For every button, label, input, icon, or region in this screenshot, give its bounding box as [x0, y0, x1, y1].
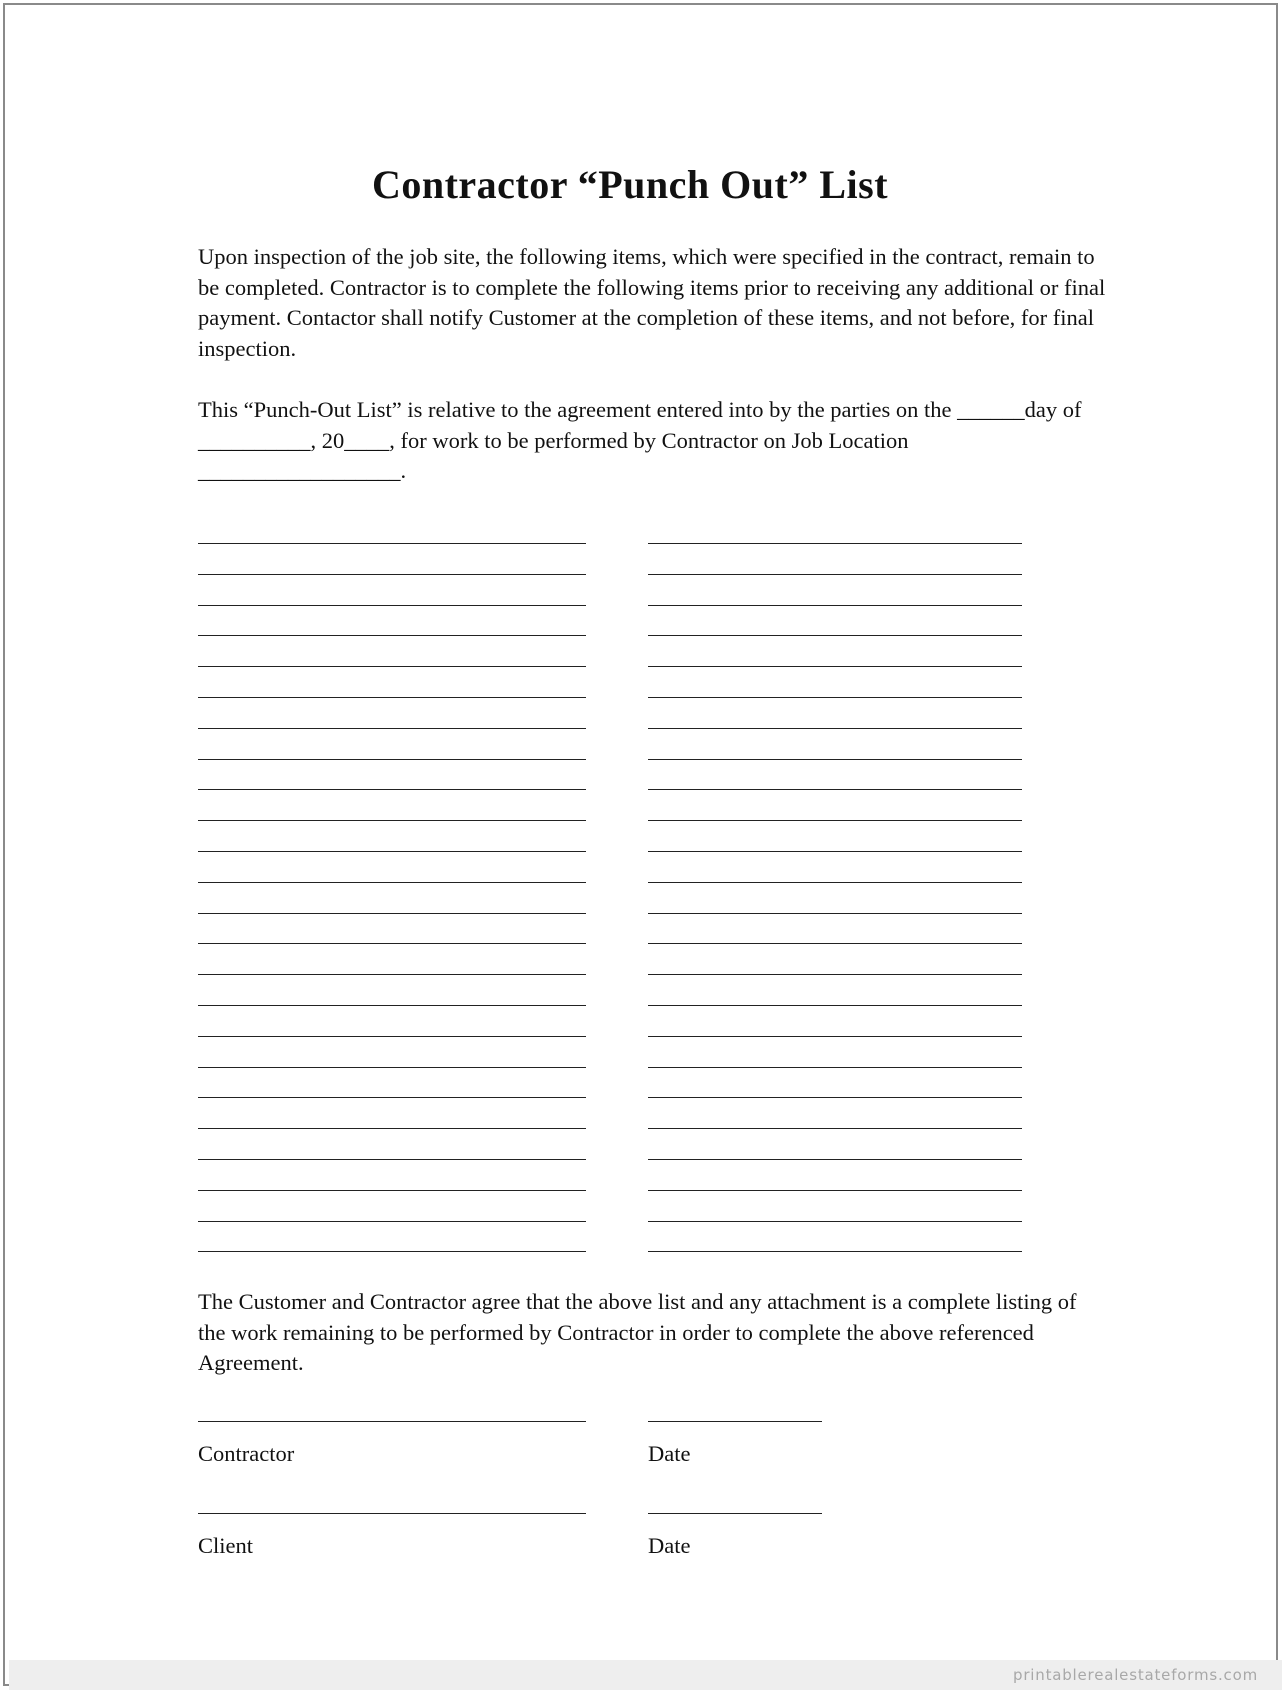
punch-item-line[interactable]: [198, 575, 586, 606]
punch-item-line[interactable]: [648, 1129, 1022, 1160]
punch-item-line[interactable]: [648, 821, 1022, 852]
punch-item-line[interactable]: [198, 1006, 586, 1037]
punch-item-line[interactable]: [648, 1160, 1022, 1191]
punch-item-line[interactable]: [648, 760, 1022, 791]
punch-item-line[interactable]: [648, 606, 1022, 637]
client-label: Client: [198, 1533, 253, 1558]
punch-item-line[interactable]: [648, 975, 1022, 1006]
punch-item-line[interactable]: [648, 636, 1022, 667]
punch-item-line[interactable]: [198, 729, 586, 760]
punch-item-line[interactable]: [198, 1068, 586, 1099]
punch-item-line[interactable]: [648, 1068, 1022, 1099]
punch-item-line[interactable]: [198, 667, 586, 698]
punch-item-line[interactable]: [648, 852, 1022, 883]
punch-item-line[interactable]: [648, 790, 1022, 821]
punch-item-line[interactable]: [648, 729, 1022, 760]
punch-item-line[interactable]: [648, 1222, 1022, 1253]
punch-list-right-column: [648, 521, 1022, 1252]
punch-item-line[interactable]: [198, 790, 586, 821]
punch-item-line[interactable]: [198, 760, 586, 791]
punch-item-line[interactable]: [648, 575, 1022, 606]
punch-item-line[interactable]: [198, 1037, 586, 1068]
page-frame: [3, 3, 1278, 1686]
punch-item-line[interactable]: [198, 544, 586, 575]
punch-item-line[interactable]: [198, 914, 586, 945]
punch-item-line[interactable]: [198, 636, 586, 667]
punch-item-line[interactable]: [648, 1037, 1022, 1068]
punch-item-line[interactable]: [198, 521, 586, 544]
watermark-text: printablerealestateforms.com: [1013, 1666, 1258, 1684]
punch-item-line[interactable]: [198, 1129, 586, 1160]
document-title: Contractor “Punch Out” List: [371, 162, 889, 207]
punch-item-line[interactable]: [648, 944, 1022, 975]
punch-list-left-column: [198, 521, 586, 1252]
client-date-label: Date: [648, 1533, 691, 1558]
contractor-signature-line[interactable]: [198, 1421, 586, 1422]
punch-item-line[interactable]: [648, 1191, 1022, 1222]
intro-paragraph: Upon inspection of the job site, the following items, which were specified in the contract, remain to be completed. Contractor is to complete the following items prior to receiving any additional or final payment. Contactor shall notify Customer at the completion of these items, and not before, for final inspection.: [198, 244, 1106, 361]
punch-item-line[interactable]: [648, 1006, 1022, 1037]
punch-item-line[interactable]: [198, 698, 586, 729]
punch-item-line[interactable]: [198, 1098, 586, 1129]
punch-item-line[interactable]: [198, 1191, 586, 1222]
relative-paragraph: This “Punch-Out List” is relative to the agreement entered into by the parties on the ______day of __________, 20____, for work to be performed by Contractor on Job Location __________________.: [198, 397, 1082, 483]
punch-item-line[interactable]: [198, 1222, 586, 1253]
punch-item-line[interactable]: [648, 698, 1022, 729]
contractor-date-label: Date: [648, 1441, 691, 1466]
punch-item-line[interactable]: [648, 914, 1022, 945]
punch-item-line[interactable]: [648, 521, 1022, 544]
punch-item-line[interactable]: [198, 944, 586, 975]
punch-item-line[interactable]: [198, 606, 586, 637]
punch-item-line[interactable]: [198, 883, 586, 914]
client-date-line[interactable]: [648, 1513, 822, 1514]
contractor-date-line[interactable]: [648, 1421, 822, 1422]
punch-item-line[interactable]: [198, 975, 586, 1006]
client-signature-line[interactable]: [198, 1513, 586, 1514]
punch-item-line[interactable]: [648, 667, 1022, 698]
contractor-label: Contractor: [198, 1441, 295, 1466]
punch-item-line[interactable]: [648, 1098, 1022, 1129]
punch-item-line[interactable]: [198, 1160, 586, 1191]
agreement-paragraph: The Customer and Contractor agree that the above list and any attachment is a complete listing of the work remaining to be performed by Contractor in order to complete the above referenced Agreement.: [198, 1289, 1077, 1375]
punch-item-line[interactable]: [648, 544, 1022, 575]
punch-item-line[interactable]: [648, 883, 1022, 914]
punch-item-line[interactable]: [198, 821, 586, 852]
punch-item-line[interactable]: [198, 852, 586, 883]
